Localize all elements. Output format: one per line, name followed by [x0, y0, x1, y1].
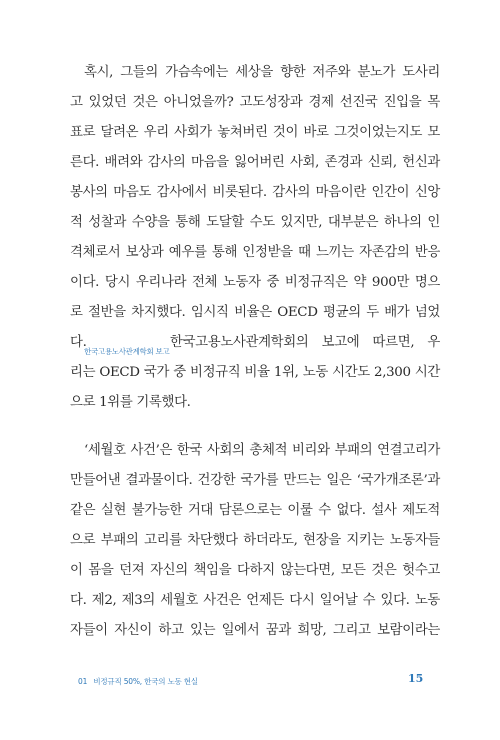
paragraph-line: 적 성찰과 수양을 통해 도달할 수도 있지만, 대부분은 하나의 인 [70, 215, 440, 230]
paragraph-line: 으로 1위를 기록했다. [70, 395, 191, 410]
paragraph-line: 표로 달려온 우리 사회가 놓쳐버린 것이 바로 그것이었는지도 모 [70, 125, 440, 140]
paragraph-line: ‘세월호 사건’은 한국 사회의 총체적 비리와 부패의 연결고리가 [84, 443, 440, 458]
paragraph-line: 한국고용노사관계학회의 보고에 따르면, 우 [170, 335, 440, 350]
paragraph-line: 자들이 자신이 하고 있는 일에서 꿈과 희망, 그리고 보람이라는 [70, 623, 440, 638]
side-note-citation: 한국고용노사관계학회 보고 [84, 347, 170, 356]
paragraph-line: 고 있었던 것은 아니었을까? 고도성장과 경제 선진국 진입을 목 [70, 95, 440, 110]
running-footer [78, 676, 198, 687]
paragraph-line: 혹시, 그들의 가슴속에는 세상을 향한 저주와 분노가 도사리 [84, 65, 440, 80]
paragraph-line: 만들어낸 결과물이다. 건강한 국가를 만드는 일은 ‘국가개조론’과 [70, 473, 440, 488]
paragraph-line: 같은 실현 불가능한 거대 담론으로는 이룰 수 없다. 설사 제도적 [70, 503, 440, 518]
paragraph-line: 이 몸을 던져 자신의 책임을 다하지 않는다면, 모든 것은 헛수고 [70, 563, 440, 578]
page-number: 15 [408, 672, 424, 685]
paragraph-line: 리는 OECD 국가 중 비정규직 비율 1위, 노동 시간도 2,300 시간 [70, 365, 440, 380]
paragraph-line: 른다. 배려와 감사의 마음을 잃어버린 사회, 존경과 신뢰, 헌신과 [70, 155, 440, 170]
paragraph-line: 다. 제2, 제3의 세월호 사건은 언제든 다시 일어날 수 있다. 노동 [70, 593, 440, 608]
paragraph-line-start: 다. [70, 335, 87, 350]
paragraph-line: 격체로서 보상과 예우를 통해 인정받을 때 느끼는 자존감의 반응 [70, 245, 440, 260]
paragraph-line: 봉사의 마음도 감사에서 비롯된다. 감사의 마음이란 인간이 신앙 [70, 185, 440, 200]
chapter-number: 01 [78, 677, 88, 686]
paragraph-line: 로 절반을 차지했다. 임시직 비율은 OECD 평균의 두 배가 넘었 [70, 305, 440, 320]
chapter-title: 비정규직 50%, 한국의 노동 현실 [93, 677, 198, 686]
paragraph-line: 으로 부패의 고리를 차단했다 하더라도, 현장을 지키는 노동자들 [70, 533, 440, 548]
paragraph-line: 이다. 당시 우리나라 전체 노동자 중 비정규직은 약 900만 명으 [70, 275, 440, 290]
